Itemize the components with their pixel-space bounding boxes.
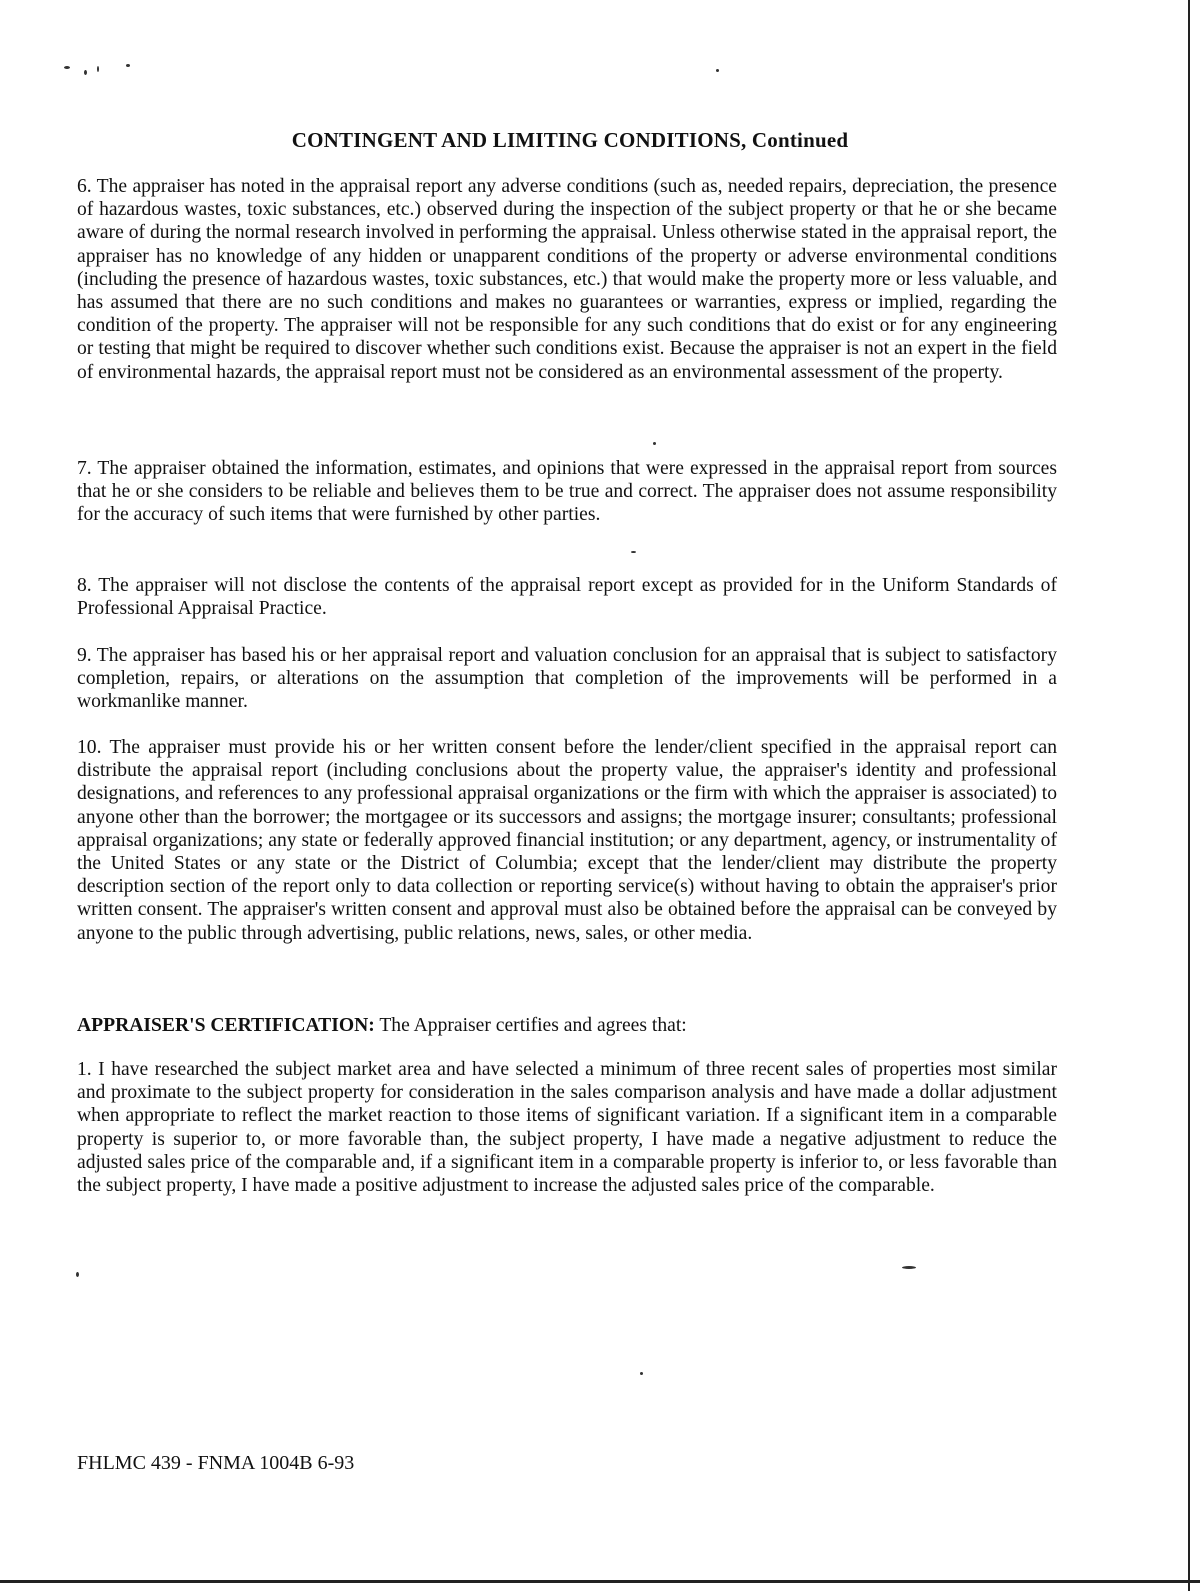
condition-text: 7. The appraiser obtained the information, estimates, and opinions that were expressed in the appraisal report from sources that he or she considers to be reliable and believes them to be true and correct. The appraiser does not assume responsibility for the accuracy of such items that were furnished by other parties. [77, 458, 1057, 526]
section-title: CONTINGENT AND LIMITING CONDITIONS, Continued [291, 128, 849, 152]
condition-text: 8. The appraiser will not disclose the contents of the appraisal report except as provided for in the Uniform Standards of Professional Appraisal Practice. [77, 575, 1057, 620]
scan-speck [902, 1266, 916, 1269]
scan-speck [126, 64, 130, 67]
scan-edge-bottom [0, 1580, 1200, 1583]
certification-text: 1. I have researched the subject market area and have selected a minimum of three recent sales of properties most similar and proximate to the subject property for consideration in the sales comparison analysis and have made a dollar adjustment when appropriate to reflect the market reaction to those items of significant variation. If a significant item in a comparable property is superior to, or more favorable than, the subject property, I have made a negative adjustment to reduce the adjusted sales price of the comparable and, if a significant item in a comparable property is inferior to, or less favorable than the subject property, I have made a positive adjustment to increase the adjusted sales price of the comparable. [77, 1059, 1057, 1197]
scan-speck [64, 66, 70, 69]
scan-speck [653, 442, 656, 445]
condition-item-6 [77, 175, 1057, 384]
condition-item-9 [77, 644, 1057, 714]
condition-text: 9. The appraiser has based his or her appraisal report and valuation conclusion for an appraisal that is subject to satisfactory completion, repairs, or alterations on the assumption that completion of the improvements will be performed in a workmanlike manner. [77, 645, 1057, 713]
condition-text: 10. The appraiser must provide his or her written consent before the lender/client specified in the appraisal report can distribute the appraisal report (including conclusions about the property value, the appraiser's identity and professional designations, and references to any professional appraisal organizations or the firm with which the appraiser is associated) to anyone other than the borrower; the mortgagee or its successors and assigns; the mortgage insurer; consultants; professional appraisal organizations; any state or federally approved financial institution; or any department, agency, or instrumentality of the United States or any state or the District of Columbia; except that the lender/client may distribute the property description section of the report only to data collection or reporting service(s) without having to obtain the appraiser's prior written consent. The appraiser's written consent and approval must also be obtained before the appraisal can be conveyed by anyone to the public through advertising, public relations, news, sales, or other media. [77, 737, 1057, 944]
form-number-footer: FHLMC 439 - FNMA 1004B 6-93 [77, 1452, 355, 1474]
condition-item-10 [77, 736, 1057, 945]
scan-speck [716, 69, 719, 72]
condition-text: 6. The appraiser has noted in the appraisal report any adverse conditions (such as, needed repairs, depreciation, the presence of hazardous wastes, toxic substances, etc.) observed during the inspection of the subject property or that he or she became aware of during the normal research involved in performing the appraisal. Unless otherwise stated in the appraisal report, the appraiser has no knowledge of any hidden or unapparent conditions of the property or adverse environmental conditions (including the presence of hazardous wastes, toxic substances, etc.) that would make the property more or less valuable, and has assumed that there are no such conditions and makes no guarantees or warranties, express or implied, regarding the condition of the property. The appraiser will not be responsible for any such conditions that do exist or for any engineering or testing that might be required to discover whether such conditions exist. Because the appraiser is not an expert in the field of environmental hazards, the appraisal report must not be considered as an environmental assessment of the property. [77, 176, 1057, 383]
scan-speck [76, 1272, 79, 1277]
certification-intro: The Appraiser certifies and agrees that: [379, 1015, 687, 1036]
scan-edge-right [1188, 0, 1190, 1591]
certification-item-1 [77, 1058, 1057, 1197]
scan-speck [84, 70, 87, 75]
certification-heading-label: APPRAISER'S CERTIFICATION: [77, 1015, 375, 1036]
scan-speck [640, 1372, 643, 1375]
scan-speck [631, 551, 636, 553]
condition-item-7 [77, 457, 1057, 527]
scan-speck [97, 66, 99, 72]
certification-heading [77, 1014, 687, 1038]
condition-item-8 [77, 574, 1057, 620]
